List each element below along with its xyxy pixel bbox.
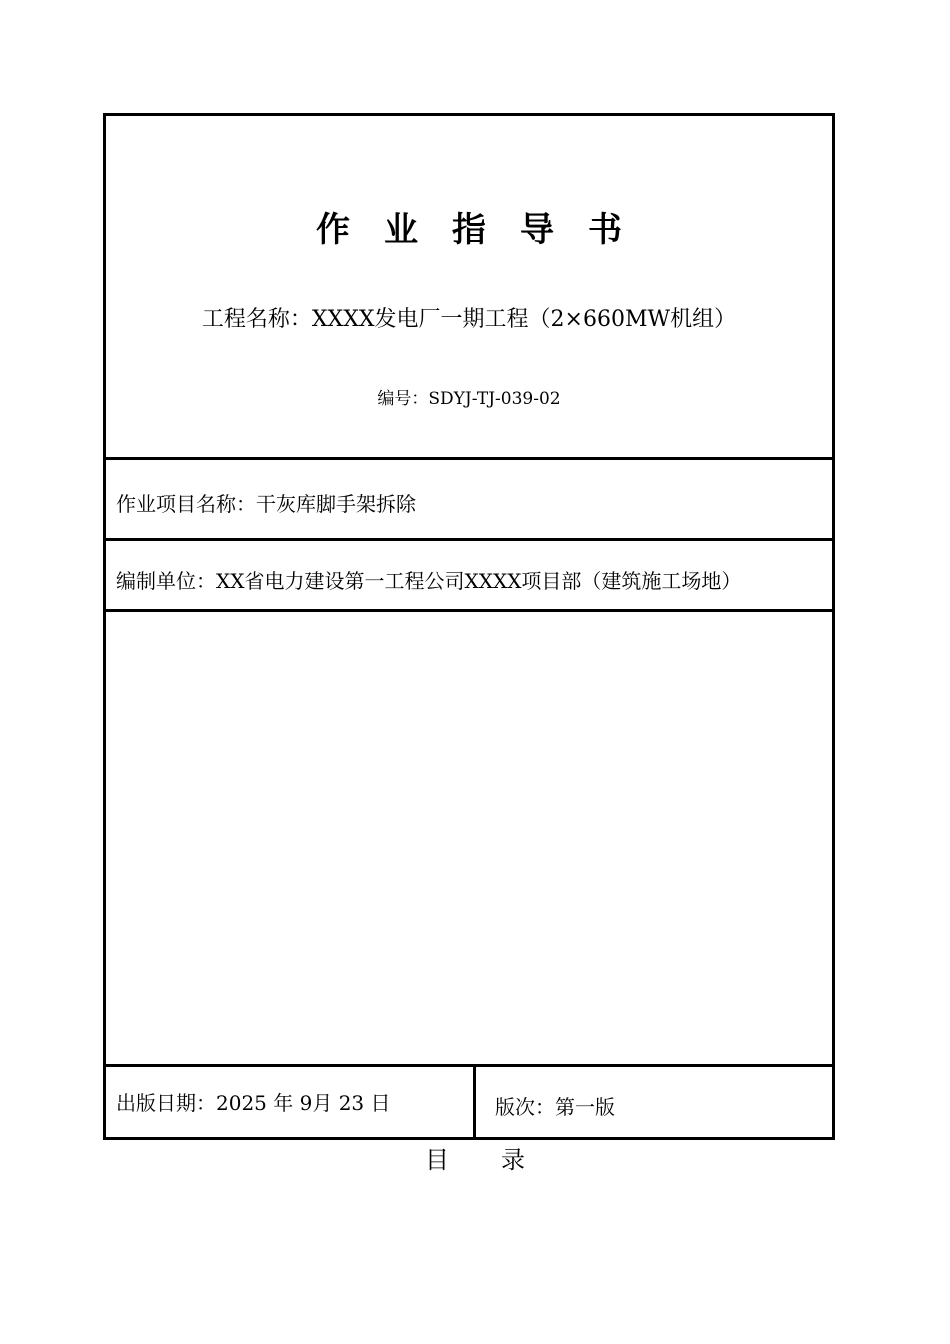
divider-line [106,609,832,612]
divider-line [106,1064,832,1067]
document-title: 作业指导书 [316,210,656,250]
document-code: 编号：SDYJ-TJ-039-02 [377,389,561,409]
compiling-unit: 编制单位：XX省电力建设第一工程公司XXXX项目部（建筑施工场地） [116,569,742,593]
work-item-name: 作业项目名称：干灰库脚手架拆除 [116,492,416,516]
column-divider [473,1064,476,1137]
toc-heading: 目录 [425,1146,577,1174]
cover-form [103,113,835,1140]
project-name: 工程名称：XXXX发电厂一期工程（2×660MW机组） [201,307,737,332]
divider-line [106,457,832,460]
publish-date: 出版日期：2025 年 9月 23 日 [116,1091,391,1115]
divider-line [106,538,832,541]
edition: 版次：第一版 [495,1095,615,1119]
